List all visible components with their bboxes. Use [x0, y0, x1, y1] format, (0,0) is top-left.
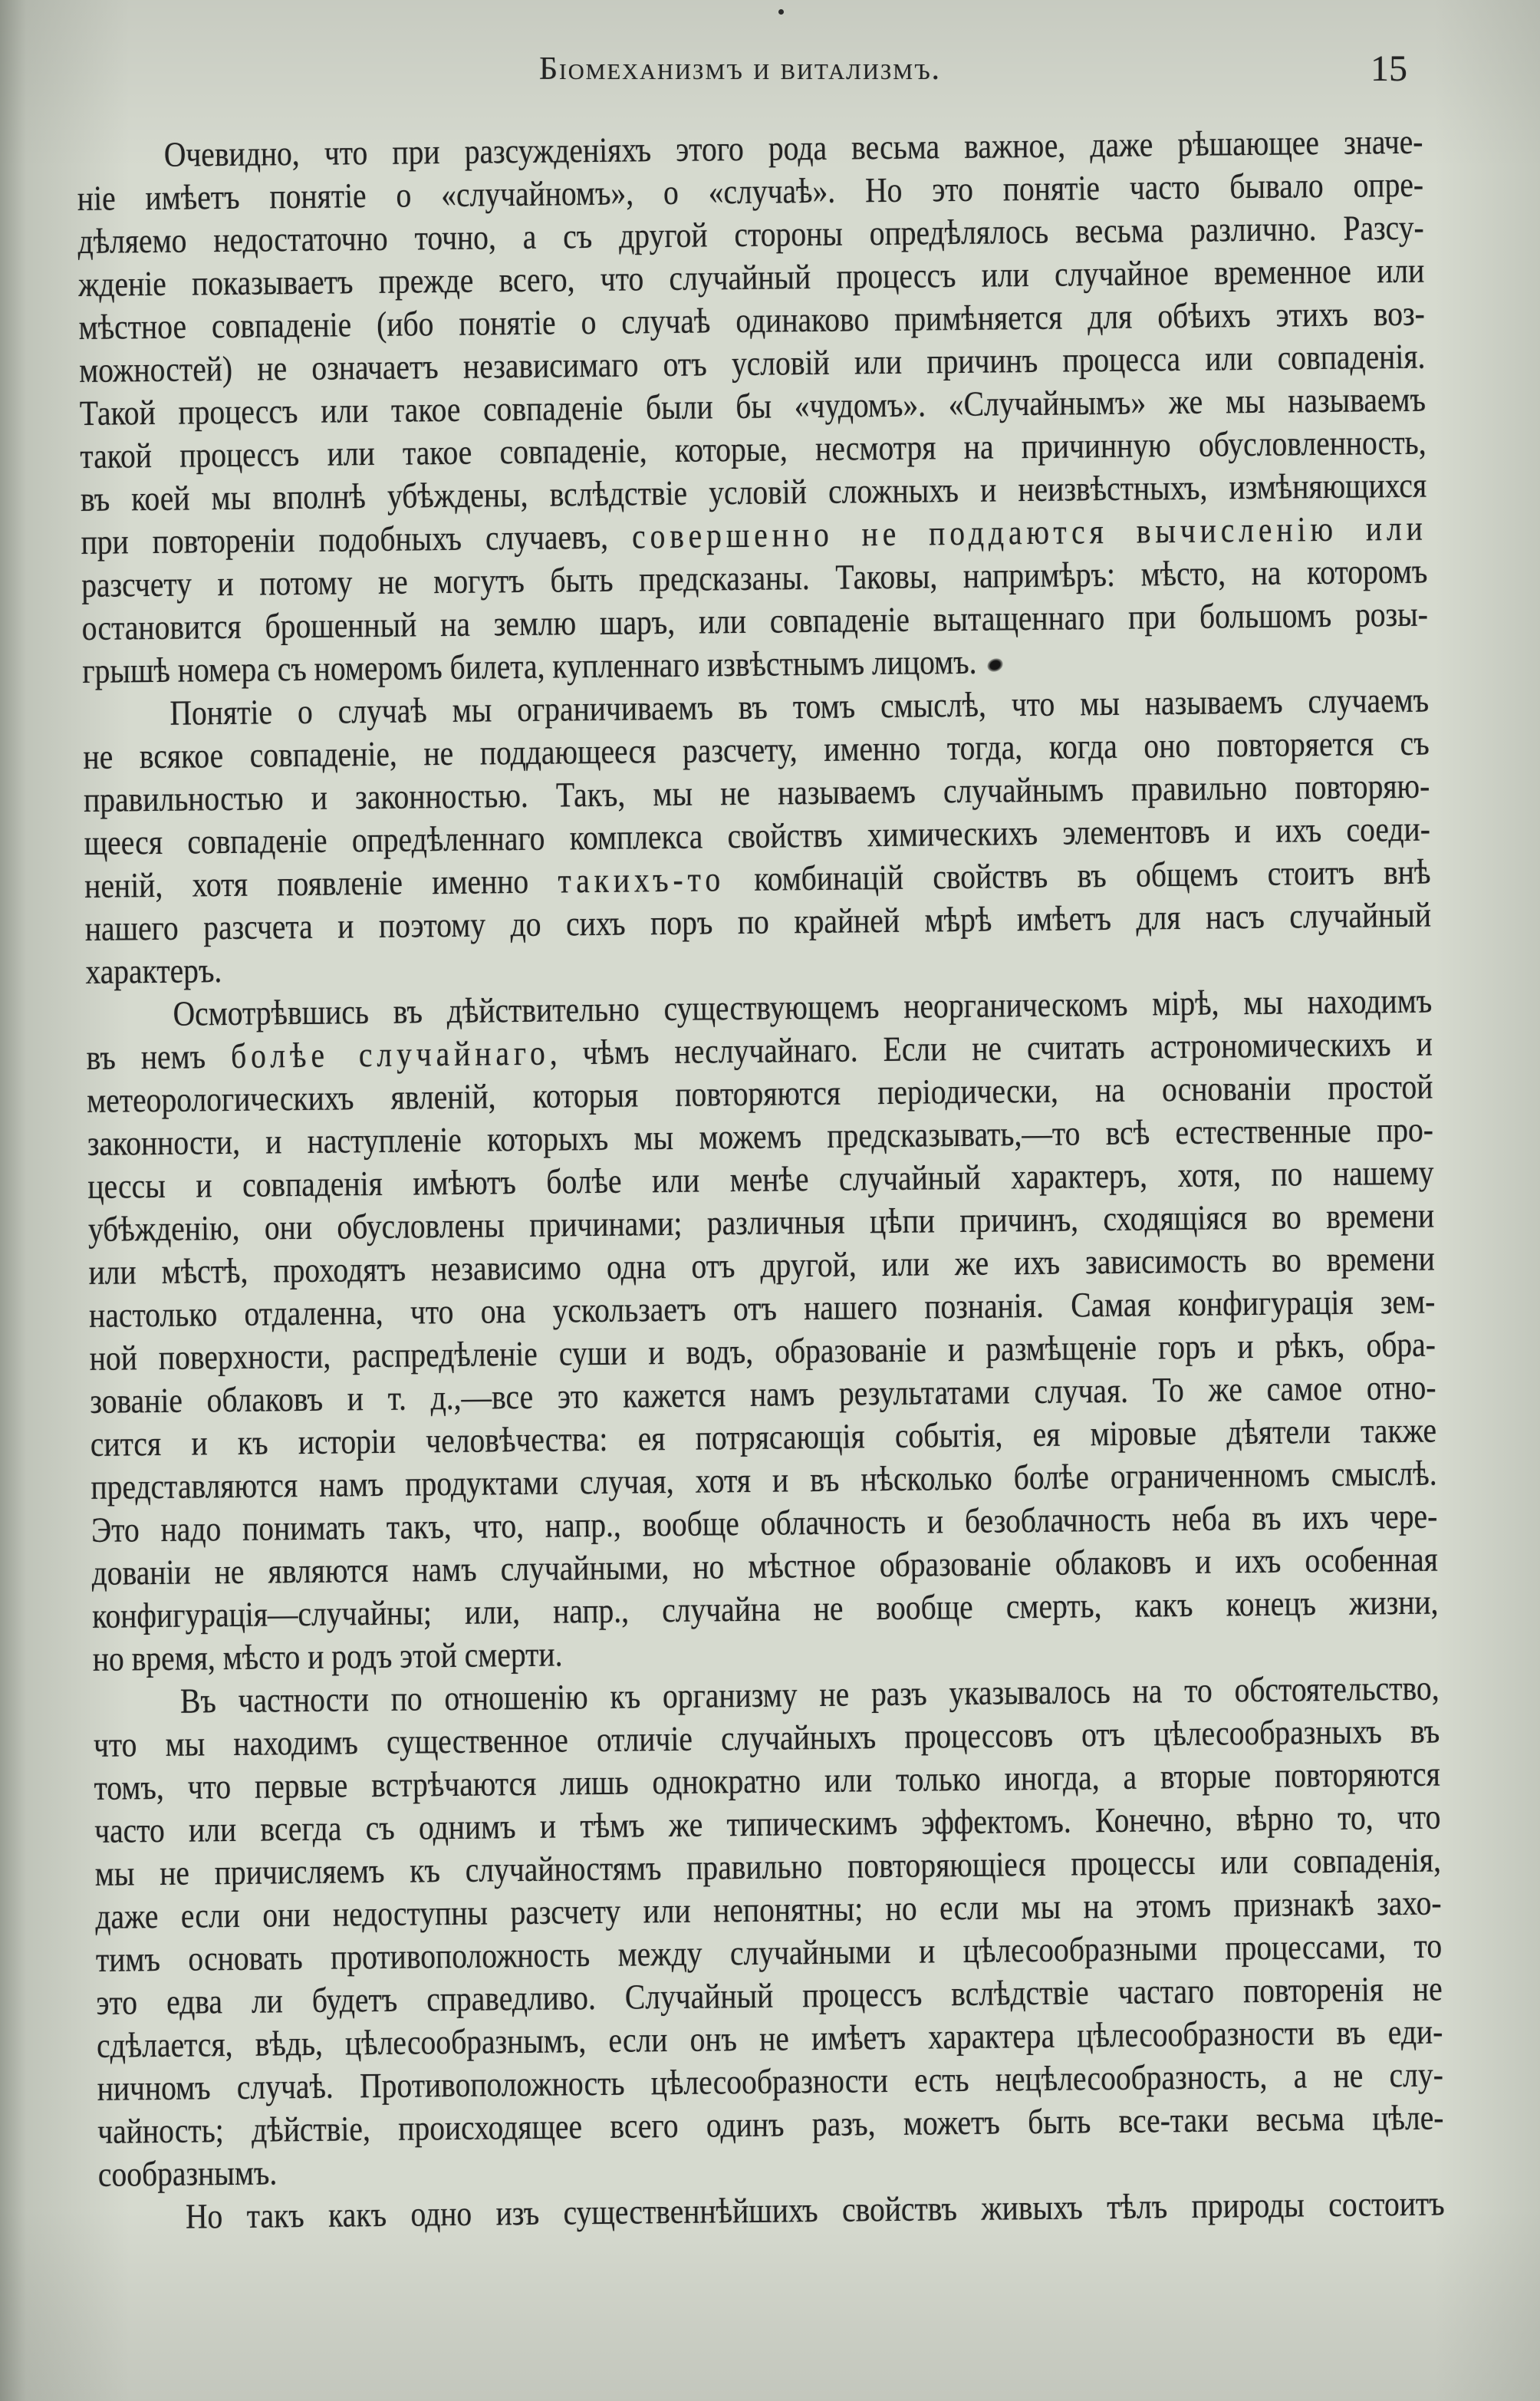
text-run: разсчету и потому не могутъ быть предсказаны. Таковы, напримѣръ: мѣсто, на которомъ — [81, 551, 1428, 604]
text-run: сится и къ исторіи человѣчества: ея потрясающія событія, ея міровые дѣятели также — [90, 1410, 1437, 1464]
text-run: конфигурація—случайны; или, напр., случайна не вообще смерть, какъ конецъ жизни, — [91, 1582, 1439, 1635]
spaced-emphasis: такихъ-то — [558, 859, 726, 901]
body-text — [77, 120, 1445, 2239]
text-run: въ коей мы вполнѣ убѣждены, вслѣдствіе условій сложныхъ и неизвѣстныхъ, измѣняющихся — [80, 465, 1427, 519]
text-run: зованіе облаковъ и т. д.,—все это кажется намъ результатами случая. То же самое отно- — [90, 1367, 1436, 1421]
spaced-emphasis: болѣе случайнаго — [230, 1033, 550, 1075]
text-run: метеорологическихъ явленій, которыя повторяются періодически, на основаніи простой — [86, 1066, 1433, 1120]
ink-speck — [778, 9, 784, 15]
text-run: Осмотрѣвшись въ дѣйствительно существующемъ неорганическомъ мірѣ, мы находимъ — [173, 980, 1433, 1033]
running-head — [77, 48, 1423, 91]
text-run: или мѣстѣ, проходятъ независимо одна отъ другой, или же ихъ зависимость во времени — [88, 1238, 1435, 1292]
text-run: тимъ основать противоположность между случайными и цѣлесообразными процессами, то — [95, 1925, 1443, 1979]
page-number: 15 — [1371, 48, 1407, 89]
ink-blot — [986, 657, 1005, 674]
text-run: характеръ. — [85, 950, 222, 991]
text-run: это едва ли будетъ справедливо. Случайный процессъ вслѣдствіе частаго повторенія не — [96, 1968, 1443, 2022]
spaced-emphasis: совершенно не поддаются вычисленію или — [631, 508, 1427, 556]
text-run: дѣляемо недостаточно точно, а съ другой стороны опредѣлялось весьма различно. Разсу- — [77, 207, 1424, 261]
text-run: цессы и совпаденія имѣютъ болѣе или менѣе случайный характеръ, хотя, по нашему — [87, 1152, 1434, 1206]
text-run: ной поверхности, распредѣленіе суши и водъ, образованіе и размѣщеніе горъ и рѣкъ, обра- — [89, 1324, 1436, 1378]
text-run: Такой процессъ или такое совпаденіе были бы «чудомъ». «Случайнымъ» же мы называемъ — [79, 379, 1426, 433]
text-run: щееся совпаденіе опредѣленнаго комплекса свойствъ химическихъ элементовъ и ихъ соеди- — [84, 809, 1431, 862]
text-run: Въ частности по отношенію къ организму не разъ указывалось на то обстоятельство, — [179, 1668, 1440, 1721]
text-run: Но такъ какъ одно изъ существеннѣйшихъ свойствъ живыхъ тѣлъ природы состоитъ — [185, 2183, 1445, 2236]
text-run: мѣстное совпаденіе (ибо понятіе о случаѣ одинаково примѣняется для обѣихъ этихъ воз- — [78, 293, 1426, 347]
text-run: но время, мѣсто и родъ этой смерти. — [92, 1634, 563, 1678]
text-run: томъ, что первые встрѣчаются лишь однократно или только иногда, а вторые повторяются — [94, 1754, 1441, 1807]
text-run: даже если они недоступны разсчету или непонятны; но если мы на этомъ признакѣ захо- — [95, 1882, 1442, 1936]
text-run: грышѣ номера съ номеромъ билета, купленнаго извѣстнымъ лицомъ. — [82, 641, 977, 690]
text-run: часто или всегда съ однимъ и тѣмъ же типическимъ эффектомъ. Конечно, вѣрно то, что — [94, 1797, 1441, 1850]
text-run: Понятіе о случаѣ мы ограничиваемъ въ томъ смыслѣ, что мы называемъ случаемъ — [169, 680, 1430, 733]
text-run: чайность; дѣйствіе, происходящее всего одинъ разъ, можетъ быть все-таки весьма цѣле- — [97, 2097, 1444, 2151]
paragraph — [83, 679, 1432, 993]
paragraph — [93, 1667, 1444, 2196]
text-run: правильностью и законностью. Такъ, мы не называемъ случайнымъ правильно повторяю- — [83, 766, 1430, 819]
text-run: можностей) не означаетъ независимаго отъ условій или причинъ процесса или совпаденія. — [78, 336, 1426, 390]
paragraph — [77, 120, 1429, 693]
text-run: законности, и наступленіе которыхъ мы можемъ предсказывать,—то всѣ естественные про- — [87, 1109, 1434, 1163]
text-run: , чѣмъ неслучайнаго. Если не считать астрономическихъ и — [549, 1023, 1433, 1072]
paragraph — [86, 980, 1440, 1681]
text-run: не всякое совпаденіе, не поддающееся разсчету, именно тогда, когда оно повторяется съ — [83, 723, 1430, 776]
text-run: ніе имѣетъ понятіе о «случайномъ», о «случаѣ». Но это понятіе часто бывало опре- — [77, 164, 1424, 218]
text-run: остановится брошенный на землю шаръ, или совпаденіе вытащеннаго при большомъ розы- — [81, 594, 1429, 647]
text-run: представляются намъ продуктами случая, хотя и въ нѣсколько болѣе ограниченномъ смыслѣ. — [90, 1453, 1437, 1507]
text-run: такой процессъ или такое совпаденіе, которые, несмотря на причинную обусловленность, — [80, 422, 1426, 476]
text-run: что мы находимъ существенное отличіе случайныхъ процессовъ отъ цѣлесообразныхъ въ — [93, 1711, 1440, 1764]
text-run: жденіе показываетъ прежде всего, что случайный процессъ или случайное временное или — [77, 250, 1425, 304]
text-run: мы не причисляемъ къ случайностямъ правильно повторяющіеся процессы или совпаденія, — [94, 1839, 1442, 1893]
text-run: ничномъ случаѣ. Противоположность цѣлесообразности есть нецѣлесообразность, а не слу- — [97, 2054, 1444, 2108]
text-run: Это надо понимать такъ, что, напр., вообще облачность и безоблачность неба въ ихъ чере- — [90, 1496, 1438, 1550]
text-run: сдѣлается, вѣдь, цѣлесообразнымъ, если онъ не имѣетъ характера цѣлесообразности въ еди- — [96, 2011, 1443, 2065]
text-run: Очевидно, что при разсужденіяхъ этого рода весьма важное, даже рѣшающее значе- — [163, 121, 1423, 174]
text-run: убѣжденію, они обусловлены причинами; различныя цѣпи причинъ, сходящіяся во времени — [87, 1195, 1435, 1249]
running-title: Біомеханизмъ и витализмъ. — [538, 51, 942, 87]
text-run: сообразнымъ. — [97, 2152, 278, 2194]
text-run: въ немъ — [86, 1036, 232, 1077]
text-run: комбинацій свойствъ въ общемъ стоитъ внѣ — [724, 851, 1431, 899]
text-run: настолько отдаленна, что она ускользаетъ отъ нашего познанія. Самая конфигурація зем- — [88, 1281, 1436, 1335]
text-run: при повтореніи подобныхъ случаевъ, — [81, 516, 633, 562]
text-run: дованіи не являются намъ случайными, но мѣстное образованіе облаковъ и ихъ особенная — [91, 1539, 1439, 1592]
text-run: нашего разсчета и поэтому до сихъ поръ по крайней мѣрѣ имѣетъ для насъ случайный — [84, 894, 1432, 948]
text-run: неній, хотя появленіе именно — [84, 861, 558, 905]
